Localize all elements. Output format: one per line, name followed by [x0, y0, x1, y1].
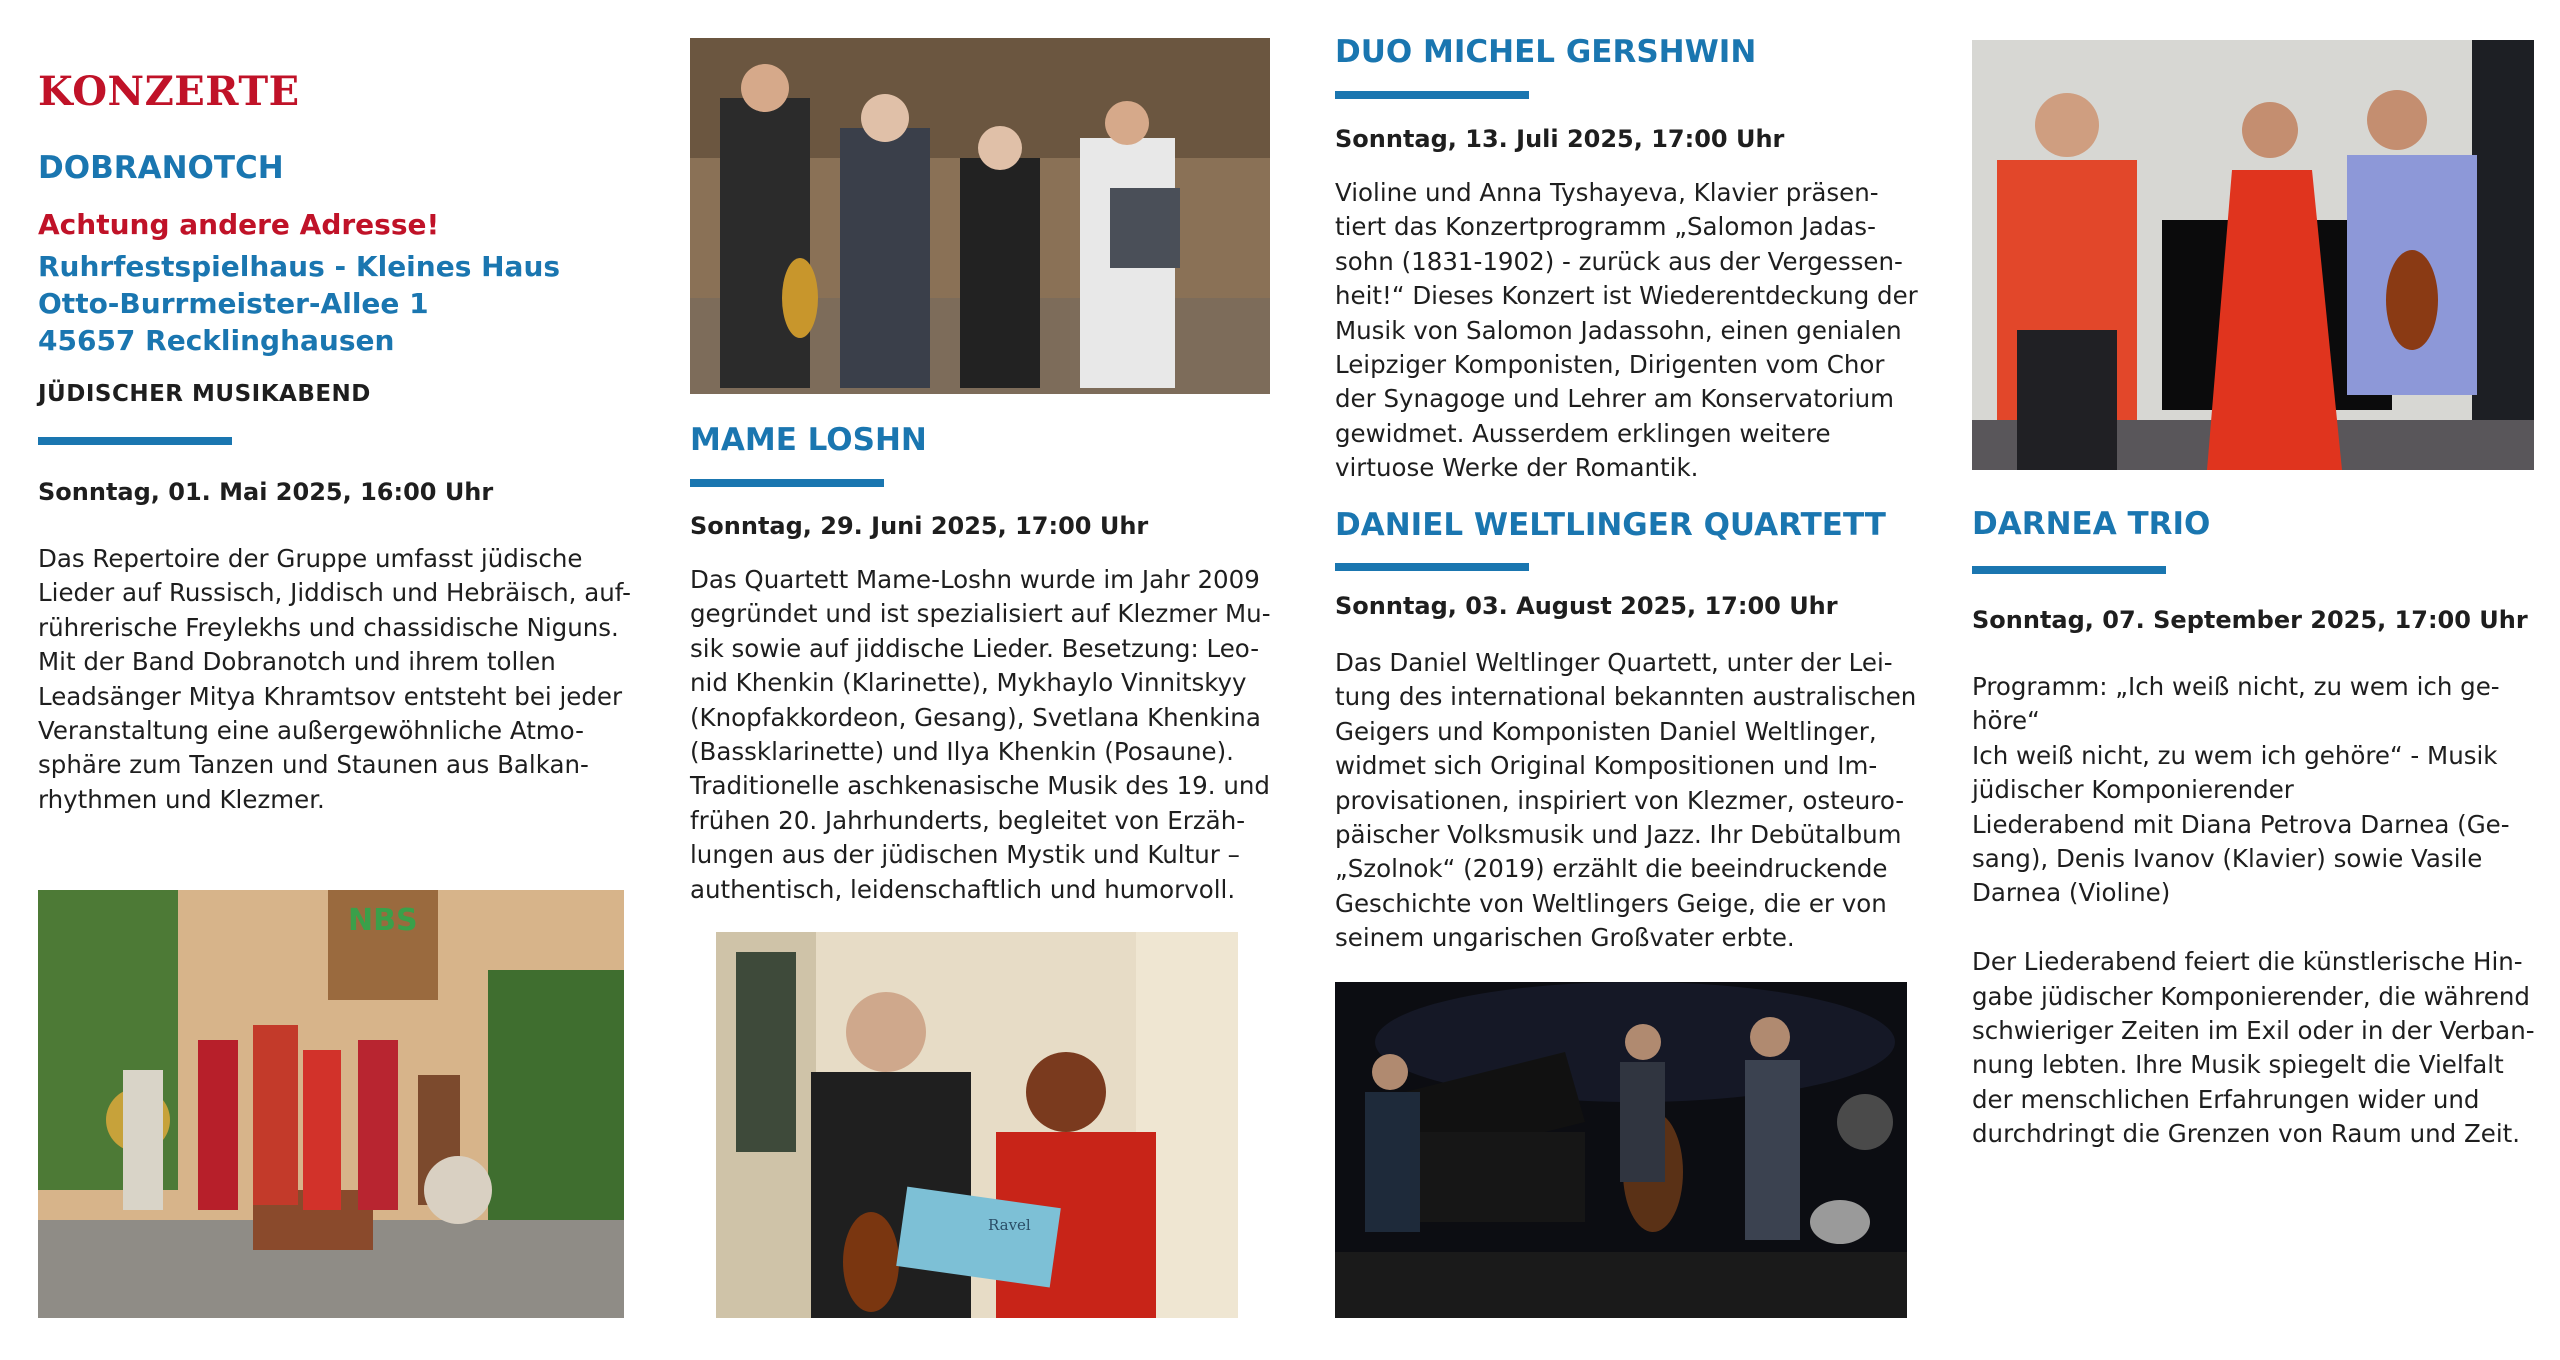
event-text-mame-loshn: Das Quartett Mame-Loshn wurde im Jahr 2009 gegründet und ist spezialisiert auf Klezmer Mu- sik sowie auf jiddische Lieder. Besetzung: Leo- nid Khenkin (Klarinette), Mykhaylo Vinnitskyy (Knopfakkordeon, Gesang), Svetlana Khenkina (Bassklarinette) und Ilya Khenkin (Posaune). Traditionelle aschkenasische Musik des 19. und frühen 20. Jahrhunderts, begleitet von Erzäh- lungen aus der jüdischen Mystik und Kultur – authentisch, leidenschaftlich und humorvoll.	[690, 565, 1271, 904]
duo-photo-mame-loshn	[716, 932, 1238, 1318]
divider-bar	[1972, 566, 2166, 574]
event-text-dobranotch: Das Repertoire der Gruppe umfasst jüdische Lieder auf Russisch, Jiddisch und Hebräisch, auf- rührerische Freylekhs und chassidische Niguns. Mit der Band Dobranotch und ihrem tollen Leadsänger Mitya Khramtsov entsteht bei jeder Veranstaltung eine außergewöhnliche Atmo- sphäre zum Tanzen und Staunen aus Balkan- rhythmen und Klezmer.	[38, 544, 631, 814]
event-title-daniel-weltlinger-quartett: DANIEL WELTLINGER QUARTETT	[1335, 507, 1886, 543]
venue-city: 45657 Recklinghausen	[38, 324, 395, 357]
sheet-label: Ravel	[988, 1216, 1031, 1234]
event-text-daniel-weltlinger: Das Daniel Weltlinger Quartett, unter der Lei- tung des international bekannten australischen Geigers und Komponisten Daniel Weltlinger, widmet sich Original Kompositionen und Im- provisationen, inspiriert von Klezmer, osteuro- päischer Volksmusik und Jazz. Ihr Debütalbum „Szolnok“ (2019) erzählt die beeindruckende Geschichte von Weltlingers Geige, die er von seinem ungarischen Großvater erbte.	[1335, 648, 1917, 953]
section-title: KONZERTE	[38, 68, 300, 115]
address-notice: Achtung andere Adresse!	[38, 208, 440, 241]
event-subtitle: JÜDISCHER MUSIKABEND	[38, 381, 371, 407]
divider-bar	[1335, 91, 1529, 99]
divider-bar	[690, 479, 884, 487]
event-text-darnea-trio: Programm: „Ich weiß nicht, zu wem ich ge- höre“ Ich weiß nicht, zu wem ich gehöre“ - Musik jüdischer Komponierender Liederabend mit Diana Petrova Darnea (Ge- sang), Denis Ivanov (Klavier) sowie Vasile Darnea (Violine) Der Liederabend feiert die künstlerische Hin- gabe jüdischer Komponierender, die während schwieriger Zeiten im Exil oder in der Verban- nung lebten. Ihre Musik spiegelt die Vielfalt der menschlichen Erfahrungen wider und durchdringt die Grenzen von Raum und Zeit.	[1972, 672, 2535, 1149]
event-title-darnea-trio: DARNEA TRIO	[1972, 506, 2211, 542]
event-date-darnea-trio: Sonntag, 07. September 2025, 17:00 Uhr	[1972, 606, 2528, 634]
event-date-duo-michel-gershwin: Sonntag, 13. Juli 2025, 17:00 Uhr	[1335, 125, 1785, 153]
band-photo-mame-loshn	[690, 38, 1270, 394]
graffiti-text: NBS	[348, 903, 418, 938]
event-title-dobranotch: DOBRANOTCH	[38, 150, 284, 186]
trio-photo-darnea	[1972, 40, 2534, 470]
venue-name: Ruhrfestspielhaus - Kleines Haus	[38, 250, 561, 283]
venue-address	[38, 248, 560, 359]
event-date-daniel-weltlinger: Sonntag, 03. August 2025, 17:00 Uhr	[1335, 592, 1838, 620]
band-photo-daniel-weltlinger	[1335, 982, 1907, 1318]
divider-bar	[38, 437, 232, 445]
venue-street: Otto-Burrmeister-Allee 1	[38, 287, 429, 320]
event-text-duo-michel-gershwin: Violine und Anna Tyshayeva, Klavier präsen- tiert das Konzertprogramm „Salomon Jadas- sohn (1831-1902) - zurück aus der Vergessen- heit!“ Dieses Konzert ist Wiederentdeckung der Musik von Salomon Jadassohn, einen genialen Leipziger Komponisten, Dirigenten vom Chor der Synagoge und Lehrer am Konservatorium gewidmet. Ausserdem erklingen weitere virtuose Werke der Romantik.	[1335, 178, 1918, 483]
event-title-mame-loshn: MAME LOSHN	[690, 422, 927, 458]
band-photo-dobranotch	[38, 890, 624, 1318]
event-date-mame-loshn: Sonntag, 29. Juni 2025, 17:00 Uhr	[690, 512, 1149, 540]
event-date-dobranotch: Sonntag, 01. Mai 2025, 16:00 Uhr	[38, 478, 494, 506]
divider-bar	[1335, 563, 1529, 571]
event-title-duo-michel-gershwin: DUO MICHEL GERSHWIN	[1335, 34, 1757, 70]
